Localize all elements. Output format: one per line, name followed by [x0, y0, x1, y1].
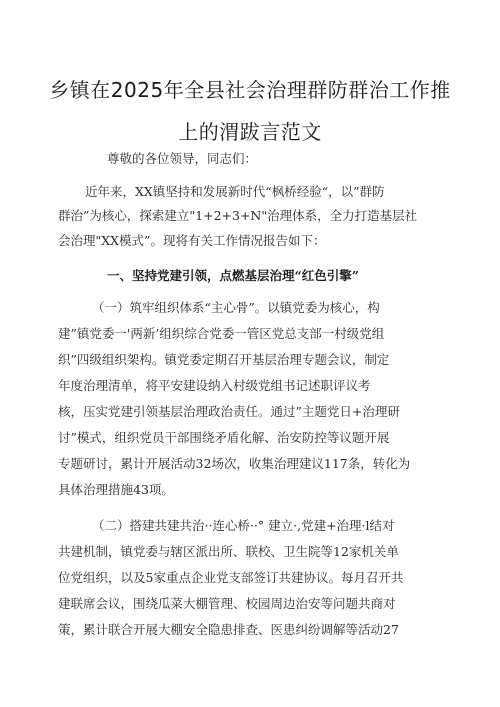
paragraph-line: （二）搭建共建共治··连心桥··° 建立·,党建+治理·l结对 — [92, 518, 395, 533]
paragraph-line: 核，压实党建引领基层治理政治责任。通过”主题党日+治理研 — [58, 404, 400, 419]
paragraph-line: （一）筑牢组织体系“主心骨”。以镇党委为核心，构 — [92, 300, 380, 315]
paragraph-line: 年度治理清单，将平安建设纳入村级党组书记述职评议考 — [58, 378, 371, 393]
paragraph-line: 专题研讨，累计开展活动32场次，收集治理建议117条，转化为 — [58, 456, 411, 471]
paragraph-line: 建联席会议，围绕瓜菜大棚管理、校园周边治安等问题共商对 — [58, 596, 396, 611]
document-title-line-2: 上的渭跋言范文 — [178, 120, 322, 144]
paragraph-line: 织”四级组织架构。镇党委定期召开基层治理专题会议，制定 — [58, 352, 390, 367]
section-heading: 一、坚持党建引领，点燃基层治理“红色引擎” — [107, 268, 359, 283]
paragraph-line: 近年来，XX镇坚持和发展新时代“枫桥经验“，以”群防 — [85, 184, 385, 199]
paragraph-line: 共建机制，镇党委与辖区派出所、联校、卫生院等12家机关单 — [58, 544, 399, 559]
document-title-line-1: 乡镇在2025年全县社会治理群防群治工作推 — [49, 78, 451, 102]
paragraph-line: 策，累计联合开展大棚安全隐患排查、医患纠纷调解等活动27 — [58, 622, 399, 637]
paragraph-line: 群治”为核心，探索建立"1+2+3+N"治理体系，全力打造基层社 — [58, 208, 418, 223]
paragraph-line: 会治理"XX模式”。现将有关工作情况报告如下： — [58, 233, 326, 248]
paragraph-line: 位党组织，以及5家重点企业党支部签订共建协议。每月召开共 — [58, 570, 404, 585]
salutation: 尊敬的各位领导，同志们： — [107, 151, 258, 166]
paragraph-line: 具体治理措施43项。 — [58, 482, 174, 497]
paragraph-line: 建”镇党委一'两新’组织综合党委一管区党总支部一村级党组 — [58, 326, 385, 341]
paragraph-line: 讨”模式，组织党员干部围绕矛盾化解、治安防控等议题开展 — [58, 430, 390, 445]
